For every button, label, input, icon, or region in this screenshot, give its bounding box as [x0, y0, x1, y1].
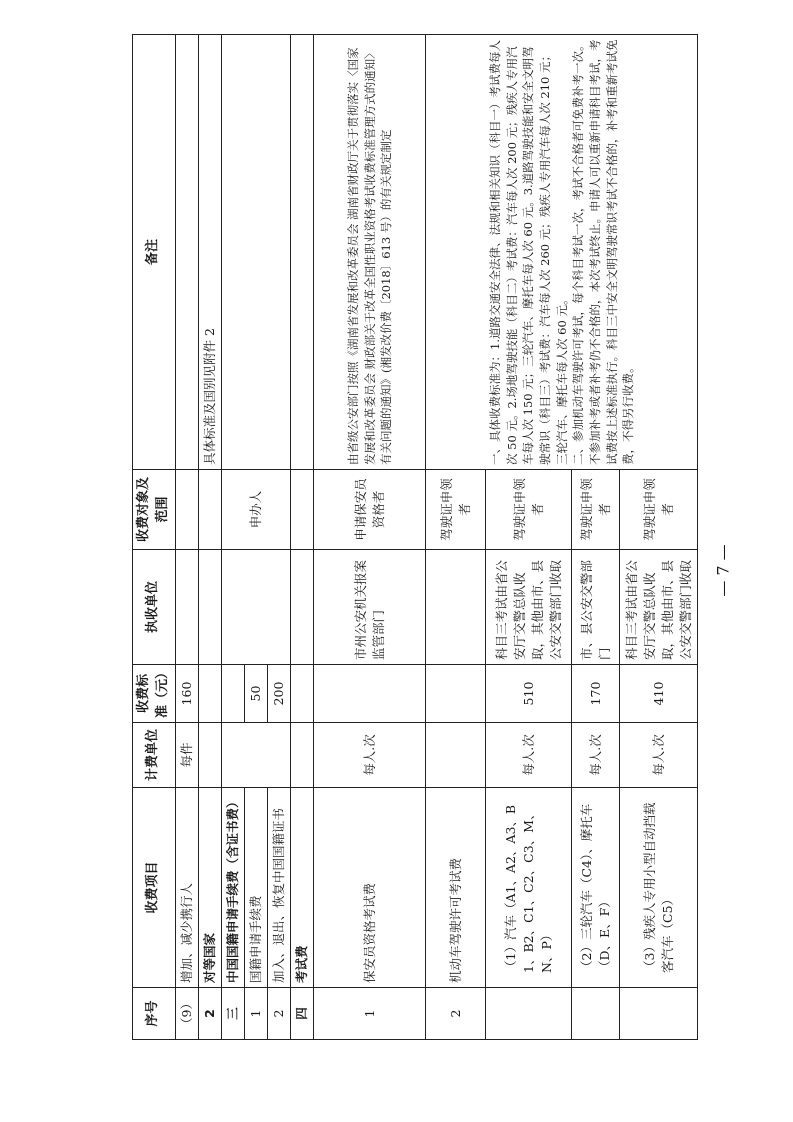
cell-target: 驾驶证申领者 — [486, 470, 572, 550]
cell-unit-blank — [221, 723, 290, 788]
cell-item: 机动车驾驶许可考试费 — [426, 788, 486, 988]
cell-note — [291, 35, 314, 470]
cell-target: 申办人 — [221, 470, 290, 550]
cell-target: 申请保安员资格者 — [314, 470, 426, 550]
page-number-text: — 7 — — [713, 543, 733, 597]
table-row — [221, 35, 244, 1040]
cell-target: 驾驶证申领者 — [620, 470, 698, 550]
cell-standard — [291, 665, 314, 723]
cell-agency — [426, 550, 486, 665]
cell-agency: 科目三考试由省公安厅交警总队收取，其他由市、县公安交警部门收取 — [620, 550, 698, 665]
cell-agency: 科目三考试由省公安厅交警总队收取，其他由市、县公安交警部门收取 — [486, 550, 572, 665]
cell-item: 保安员资格考试费 — [314, 788, 426, 988]
table-header-row — [133, 35, 176, 1040]
header-standard: 收费标准（元） — [133, 665, 176, 723]
cell-agency — [291, 550, 314, 665]
cell-unit: 每件 — [175, 723, 198, 788]
cell-standard — [198, 665, 221, 723]
cell-standard: 170 — [572, 665, 620, 723]
cell-unit — [198, 723, 221, 788]
cell-no: 2 — [198, 988, 221, 1040]
page-number — [706, 540, 740, 600]
cell-standard — [314, 665, 426, 723]
cell-standard — [426, 665, 486, 723]
cell-agency — [198, 550, 221, 665]
cell-standard — [221, 665, 244, 723]
header-note: 备注 — [133, 35, 176, 470]
cell-target — [175, 470, 198, 550]
cell-agency — [221, 550, 290, 665]
cell-unit — [426, 723, 486, 788]
cell-item: 增加、减少携行人 — [175, 788, 198, 988]
cell-item: 国籍申请手续费 — [245, 788, 268, 988]
cell-no: 1 — [314, 988, 426, 1040]
cell-unit: 每人.次 — [486, 723, 572, 788]
cell-no — [486, 988, 572, 1040]
cell-no: 2 — [426, 988, 486, 1040]
cell-no — [620, 988, 698, 1040]
cell-standard: 200 — [268, 665, 291, 723]
cell-agency — [175, 550, 198, 665]
cell-unit: 每人.次 — [572, 723, 620, 788]
table-row — [426, 35, 486, 1040]
table-row — [314, 35, 426, 1040]
cell-note: 由省级公安部门按照《湖南省发展和改革委员会 湖南省财政厅关于贯彻落实〈国家发展和改革委员会 财政部关于改革全国性职业资格考试收费标准管理方式的通知〉有关问题的通知》(湘发改价费〔2018〕613 号）的有关规定制定 — [314, 35, 426, 470]
fee-table — [132, 34, 698, 1040]
header-unit: 计费单位 — [133, 723, 176, 788]
cell-standard: 160 — [175, 665, 198, 723]
cell-note-exam: 一、具体收费标准为：1.道路交通安全法律、法规和相关知识（科目一）考试费每人次 50 元。2.场地驾驶技能（科目二）考试费：汽车每人次 200 元；残疾人专用汽车每人次 150 元；三轮汽车、摩托车每人次 60 元。3.道路驾驶技能和安全文明驾驶常识（科目三）考试费：汽车每人次 260 元；残疾人专用汽车每人次 210 元；三轮汽车、摩托车每人次 60 元。 二、参加机动车驾驶许可考试，每个科目考试一次，考试不合格者可免费补考一次。不参加补考或者补考仍不合格的，本次考试终止。申请人可以重新申请科目考试，考试费按上述标准执行。科目三中安全文明驾驶常识考试不合格的，补考和重新考试免费，不得另行收费。 — [426, 35, 698, 470]
cell-unit: 每人.次 — [620, 723, 698, 788]
header-target: 收费对象及范围 — [133, 470, 176, 550]
table-row — [291, 35, 314, 1040]
header-item: 收费项目 — [133, 788, 176, 988]
header-agency: 执收单位 — [133, 550, 176, 665]
cell-no: （9） — [175, 988, 198, 1040]
table-row — [175, 35, 198, 1040]
table-row — [198, 35, 221, 1040]
cell-agency: 市州公安机关报案监管部门 — [314, 550, 426, 665]
cell-agency: 市、县公安交警部门 — [572, 550, 620, 665]
cell-note: 具体标准及国别见附件 2 — [198, 35, 221, 470]
cell-item: （1）汽车（A1、A2、A3、B1、B2、C1、C2、C3、M、N、P） — [486, 788, 572, 988]
cell-unit: 每人.次 — [314, 723, 426, 788]
cell-item: （3）残疾人专用小型自动挡载客汽车（C5） — [620, 788, 698, 988]
cell-item: 加入、退出、恢复中国国籍证书 — [268, 788, 291, 988]
cell-standard: 410 — [620, 665, 698, 723]
cell-no: 四 — [291, 988, 314, 1040]
header-no: 序号 — [133, 988, 176, 1040]
cell-target — [291, 470, 314, 550]
cell-item: 对等国家 — [198, 788, 221, 988]
cell-item: 考试费 — [291, 788, 314, 988]
cell-target — [198, 470, 221, 550]
rotated-fee-table-page — [132, 35, 694, 1040]
cell-unit — [291, 723, 314, 788]
cell-item: （2）三轮汽车（C4）、摩托车（D、E、F） — [572, 788, 620, 988]
cell-item: 中国国籍申请手续费（含证书费） — [221, 788, 244, 988]
cell-target: 驾驶证申领者 — [572, 470, 620, 550]
cell-no: 三 — [221, 988, 244, 1040]
cell-note — [221, 35, 290, 470]
cell-no — [572, 988, 620, 1040]
cell-no: 2 — [268, 988, 291, 1040]
cell-target: 驾驶证申领者 — [426, 470, 486, 550]
cell-standard: 510 — [486, 665, 572, 723]
cell-no: 1 — [245, 988, 268, 1040]
cell-note — [175, 35, 198, 470]
cell-standard: 50 — [245, 665, 268, 723]
